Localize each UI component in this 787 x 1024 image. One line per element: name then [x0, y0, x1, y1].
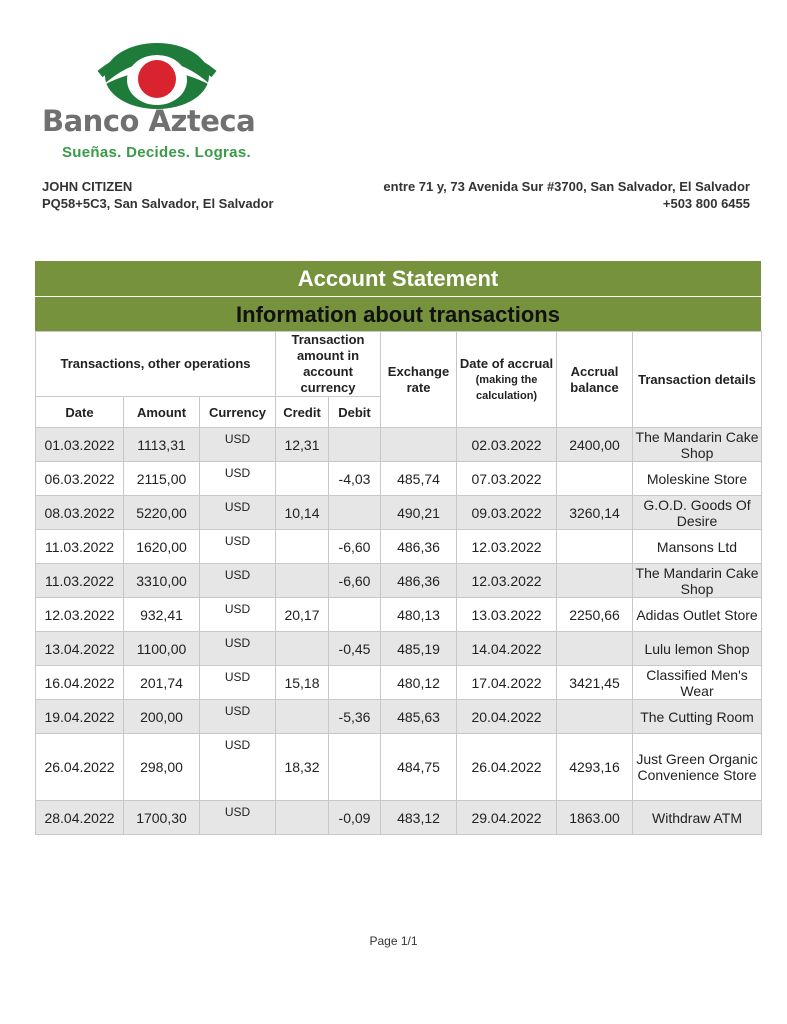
cell-balance: 2400,00 [557, 428, 633, 462]
statement-subtitle: Information about transactions [35, 296, 761, 331]
cell-balance: 2250,66 [557, 598, 633, 632]
table-row [36, 530, 762, 564]
bank-info [383, 178, 750, 212]
table-row [36, 666, 762, 700]
cell-credit [276, 801, 329, 835]
cell-currency: USD [200, 801, 276, 835]
cell-date: 11.03.2022 [36, 530, 124, 564]
cell-balance [557, 700, 633, 734]
cell-balance [557, 530, 633, 564]
cell-debit: -6,60 [329, 564, 381, 598]
header-currency-amount: Transaction amount in account currency [276, 332, 381, 397]
cell-date: 28.04.2022 [36, 801, 124, 835]
cell-accrual: 29.04.2022 [457, 801, 557, 835]
header-currency: Currency [200, 397, 276, 428]
cell-amount: 3310,00 [124, 564, 200, 598]
cell-date: 26.04.2022 [36, 734, 124, 801]
cell-amount: 932,41 [124, 598, 200, 632]
cell-date: 12.03.2022 [36, 598, 124, 632]
header-amount: Amount [124, 397, 200, 428]
table-row [36, 428, 762, 462]
cell-details: Adidas Outlet Store [633, 598, 762, 632]
cell-rate [381, 428, 457, 462]
brand-name: Banco Azteca [42, 104, 256, 138]
table-row [36, 564, 762, 598]
cell-rate: 483,12 [381, 801, 457, 835]
cell-accrual: 02.03.2022 [457, 428, 557, 462]
cell-debit: -0,45 [329, 632, 381, 666]
cell-rate: 486,36 [381, 530, 457, 564]
header-credit: Credit [276, 397, 329, 428]
cell-credit [276, 530, 329, 564]
cell-credit [276, 632, 329, 666]
cell-date: 11.03.2022 [36, 564, 124, 598]
header-operations: Transactions, other operations [36, 332, 276, 397]
cell-rate: 490,21 [381, 496, 457, 530]
cell-amount: 200,00 [124, 700, 200, 734]
table-row [36, 632, 762, 666]
cell-accrual: 17.04.2022 [457, 666, 557, 700]
cell-rate: 480,12 [381, 666, 457, 700]
brand-tagline: Sueñas. Decides. Logras. [62, 144, 251, 161]
cell-amount: 1113,31 [124, 428, 200, 462]
cell-details: Classified Men's Wear [633, 666, 762, 700]
cell-debit [329, 734, 381, 801]
customer-address: PQ58+5C3, San Salvador, El Salvador [42, 196, 274, 211]
table-row [36, 734, 762, 801]
cell-amount: 1700,30 [124, 801, 200, 835]
cell-balance: 3260,14 [557, 496, 633, 530]
cell-details: Lulu lemon Shop [633, 632, 762, 666]
cell-amount: 1620,00 [124, 530, 200, 564]
cell-currency: USD [200, 666, 276, 700]
table-row [36, 496, 762, 530]
bank-phone: +503 800 6455 [662, 196, 750, 211]
accrual-date-label: Date of accrual [459, 355, 554, 371]
header-debit: Debit [329, 397, 381, 428]
cell-accrual: 14.04.2022 [457, 632, 557, 666]
cell-accrual: 12.03.2022 [457, 530, 557, 564]
cell-balance [557, 632, 633, 666]
cell-amount: 1100,00 [124, 632, 200, 666]
customer-info [42, 178, 274, 212]
table-row [36, 700, 762, 734]
cell-accrual: 13.03.2022 [457, 598, 557, 632]
cell-amount: 2115,00 [124, 462, 200, 496]
header-exchange-rate: Exchange rate [381, 332, 457, 428]
cell-rate: 486,36 [381, 564, 457, 598]
cell-amount: 201,74 [124, 666, 200, 700]
cell-debit [329, 666, 381, 700]
cell-accrual: 26.04.2022 [457, 734, 557, 801]
cell-credit [276, 462, 329, 496]
cell-rate: 485,63 [381, 700, 457, 734]
cell-date: 08.03.2022 [36, 496, 124, 530]
cell-currency: USD [200, 734, 276, 801]
cell-accrual: 09.03.2022 [457, 496, 557, 530]
cell-currency: USD [200, 496, 276, 530]
cell-credit [276, 564, 329, 598]
cell-credit: 12,31 [276, 428, 329, 462]
cell-date: 19.04.2022 [36, 700, 124, 734]
header-accrual-date [457, 332, 557, 428]
cell-amount: 5220,00 [124, 496, 200, 530]
cell-balance: 3421,45 [557, 666, 633, 700]
cell-date: 01.03.2022 [36, 428, 124, 462]
cell-currency: USD [200, 428, 276, 462]
cell-balance [557, 564, 633, 598]
cell-accrual: 12.03.2022 [457, 564, 557, 598]
table-row [36, 801, 762, 835]
cell-currency: USD [200, 530, 276, 564]
cell-details: G.O.D. Goods Of Desire [633, 496, 762, 530]
page-number: Page 1/1 [369, 934, 418, 948]
cell-rate: 484,75 [381, 734, 457, 801]
accrual-date-note: (making the calculation) [475, 373, 538, 402]
cell-date: 16.04.2022 [36, 666, 124, 700]
cell-rate: 485,74 [381, 462, 457, 496]
cell-details: The Mandarin Cake Shop [633, 428, 762, 462]
cell-debit: -5,36 [329, 700, 381, 734]
cell-currency: USD [200, 632, 276, 666]
cell-details: Withdraw ATM [633, 801, 762, 835]
cell-credit: 10,14 [276, 496, 329, 530]
header-balance: Accrual balance [557, 332, 633, 428]
table-row [36, 598, 762, 632]
header-date: Date [36, 397, 124, 428]
cell-date: 13.04.2022 [36, 632, 124, 666]
cell-date: 06.03.2022 [36, 462, 124, 496]
cell-details: Moleskine Store [633, 462, 762, 496]
cell-amount: 298,00 [124, 734, 200, 801]
cell-currency: USD [200, 598, 276, 632]
cell-debit [329, 428, 381, 462]
cell-details: The Cutting Room [633, 700, 762, 734]
cell-credit: 20,17 [276, 598, 329, 632]
table-row [36, 462, 762, 496]
cell-balance [557, 462, 633, 496]
cell-balance: 1863.00 [557, 801, 633, 835]
cell-currency: USD [200, 462, 276, 496]
cell-rate: 480,13 [381, 598, 457, 632]
cell-debit [329, 598, 381, 632]
cell-currency: USD [200, 700, 276, 734]
cell-debit: -0,09 [329, 801, 381, 835]
statement-title: Account Statement [35, 261, 761, 296]
cell-currency: USD [200, 564, 276, 598]
transactions-table [35, 331, 762, 835]
bank-address: entre 71 y, 73 Avenida Sur #3700, San Salvador, El Salvador [383, 179, 750, 194]
cell-details: Mansons Ltd [633, 530, 762, 564]
cell-credit [276, 700, 329, 734]
cell-debit: -4,03 [329, 462, 381, 496]
cell-rate: 485,19 [381, 632, 457, 666]
cell-accrual: 07.03.2022 [457, 462, 557, 496]
header-details: Transaction details [633, 332, 762, 428]
cell-details: Just Green Organic Convenience Store [633, 734, 762, 801]
cell-credit: 15,18 [276, 666, 329, 700]
cell-debit [329, 496, 381, 530]
cell-credit: 18,32 [276, 734, 329, 801]
cell-accrual: 20.04.2022 [457, 700, 557, 734]
cell-debit: -6,60 [329, 530, 381, 564]
customer-name: JOHN CITIZEN [42, 179, 133, 194]
cell-balance: 4293,16 [557, 734, 633, 801]
cell-details: The Mandarin Cake Shop [633, 564, 762, 598]
